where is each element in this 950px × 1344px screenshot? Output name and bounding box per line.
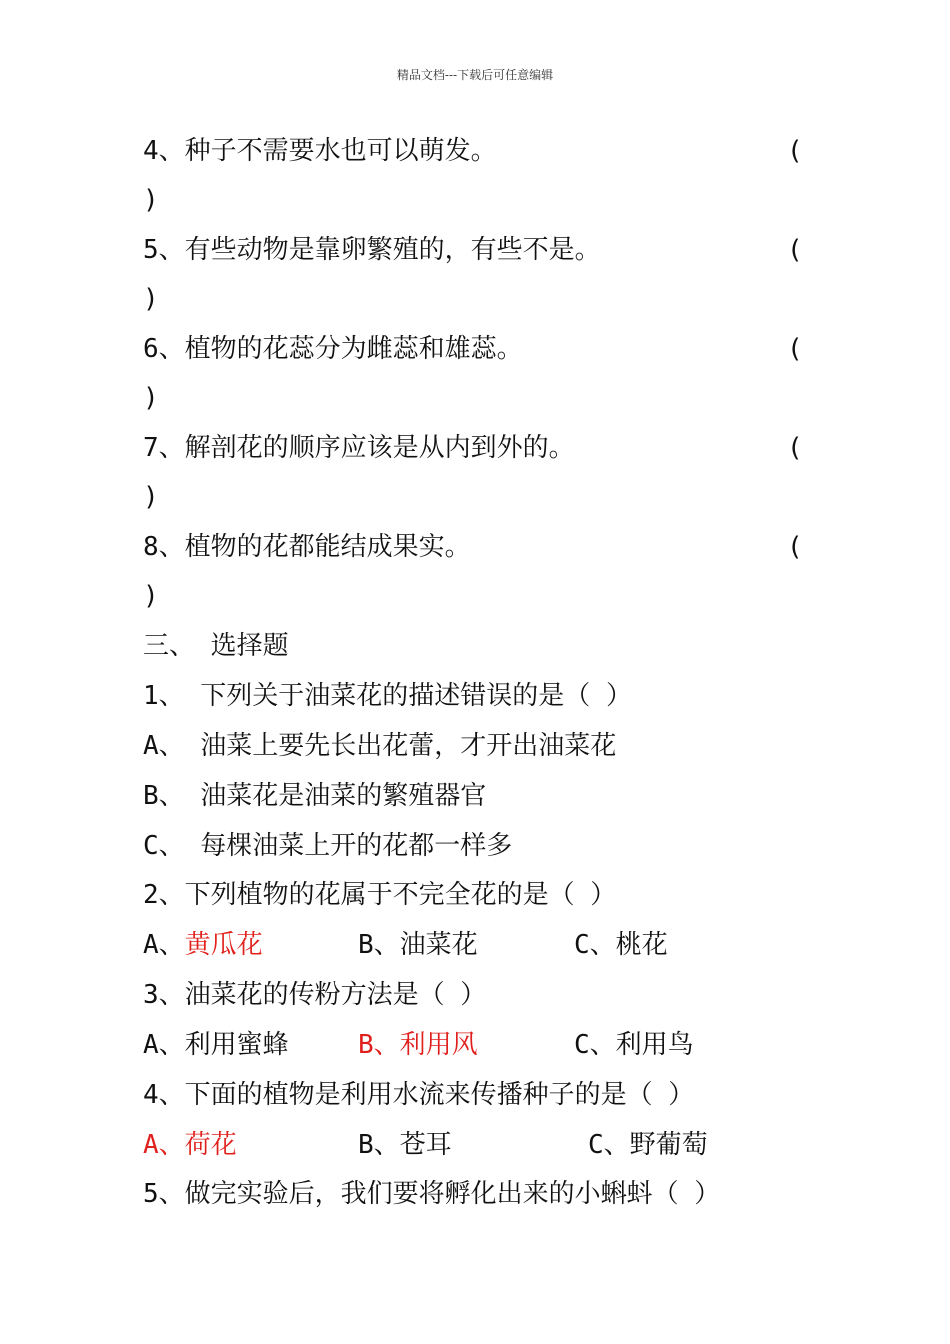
q2-option-a-prefix: A、 [143, 930, 185, 960]
answer-paren-open-5: ( [787, 235, 803, 265]
q4-option-a-answer: A、荷花 [143, 1130, 237, 1160]
q1-option-b: B、 油菜花是油菜的繁殖器官 [143, 781, 487, 811]
q3-option-b-answer: B、利用风 [358, 1030, 478, 1060]
answer-paren-close-7: ) [143, 482, 159, 512]
judgement-question-6: 6、植物的花蕊分为雌蕊和雄蕊。 [143, 334, 523, 364]
choice-question-4: 4、下面的植物是利用水流来传播种子的是（ ） [143, 1080, 695, 1110]
q4-option-c: C、野葡萄 [588, 1130, 708, 1160]
answer-paren-close-4: ) [143, 185, 159, 215]
choice-question-1: 1、 下列关于油菜花的描述错误的是（ ） [143, 681, 632, 711]
q3-option-c: C、利用鸟 [574, 1030, 694, 1060]
judgement-question-5: 5、有些动物是靠卵繁殖的，有些不是。 [143, 235, 601, 265]
choice-question-5: 5、做完实验后，我们要将孵化出来的小蝌蚪（ ） [143, 1179, 721, 1209]
section-title: 三、 选择题 [143, 631, 289, 661]
answer-paren-open-7: ( [787, 433, 803, 463]
q4-option-b: B、苍耳 [358, 1130, 452, 1160]
choice-question-2: 2、下列植物的花属于不完全花的是（ ） [143, 880, 617, 910]
q2-option-b: B、油菜花 [358, 930, 478, 960]
choice-question-3: 3、油菜花的传粉方法是（ ） [143, 980, 487, 1010]
q2-option-a [143, 927, 263, 963]
q2-option-a-answer: 黄瓜花 [184, 930, 263, 960]
answer-paren-close-8: ) [143, 581, 159, 611]
answer-paren-open-8: ( [787, 532, 803, 562]
answer-paren-open-6: ( [787, 334, 803, 364]
judgement-question-8: 8、植物的花都能结成果实。 [143, 532, 471, 562]
answer-paren-close-5: ) [143, 284, 159, 314]
judgement-question-7: 7、解剖花的顺序应该是从内到外的。 [143, 433, 575, 463]
judgement-question-4: 4、种子不需要水也可以萌发。 [143, 136, 497, 166]
answer-paren-close-6: ) [143, 383, 159, 413]
answer-paren-open-4: ( [787, 136, 803, 166]
page-header: 精品文档---下载后可任意编辑 [396, 68, 554, 82]
q1-option-c: C、 每棵油菜上开的花都一样多 [143, 831, 513, 861]
q1-option-a: A、 油菜上要先长出花蕾，才开出油菜花 [143, 731, 617, 761]
q3-option-a: A、利用蜜蜂 [143, 1030, 289, 1060]
q2-option-c: C、桃花 [574, 930, 668, 960]
